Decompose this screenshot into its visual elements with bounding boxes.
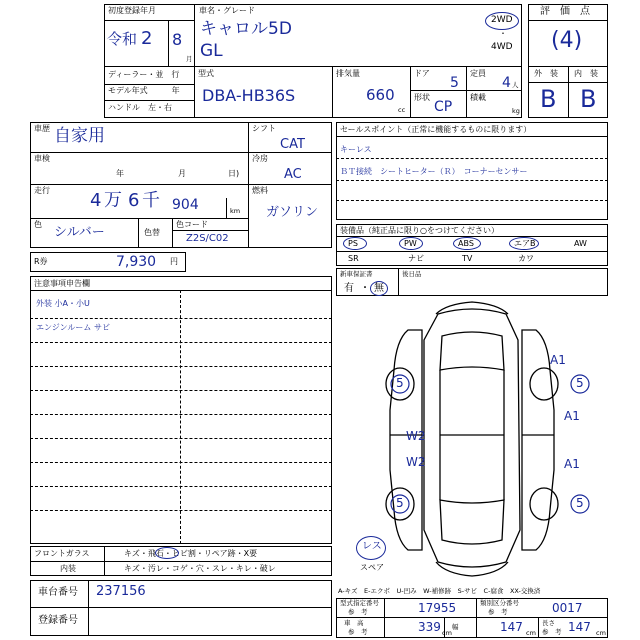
interior-options: キズ・汚レ・コゲ・穴・スレ・キレ・破レ [124,564,276,573]
reg-month: 8 [172,30,183,49]
width-label: 幅 [452,623,459,631]
drive-2wd: 2WD [491,15,513,25]
handle-label: ハンドル 左・右 [108,103,172,112]
sales-label: セールスポイント（正常に機能するものに限ります） [340,125,532,134]
spare-label: スペア [360,563,384,572]
warranty-no: 無 [374,283,384,294]
color-code-label: 色コード [176,220,208,229]
sales-item-2: ＢＴ接続 シートヒーター（Ｒ） コーナーセンサー [340,167,528,176]
reg-year: 2 [141,28,153,49]
recycle-block [30,252,186,272]
class-code-sub: 参 考 [488,608,508,616]
type-code-sub: 参 考 [348,608,368,616]
equip-navi: ナビ [408,254,424,263]
color: シルバー [54,225,105,240]
type-code: 17955 [418,601,457,615]
equip-airbag-circle [509,237,539,250]
score: (4) [551,28,583,53]
length-label: 長さ [542,619,555,627]
displacement-label: 排気量 [336,69,360,78]
interior-row-label: 内装 [60,564,76,573]
shift-label: シフト [252,124,276,133]
windshield-label: フロントガラス [34,549,90,558]
type-label: 型式 [198,69,214,78]
mileage-1k: 6 [128,190,140,211]
equip-aw: AW [574,239,587,248]
displacement: 660 [366,86,395,104]
registration-label: 登録番号 [38,615,78,626]
capacity-label: 定員 [470,69,486,78]
warranty-after-label: 後日品 [402,270,422,278]
spare-circle-text: レス [362,541,382,552]
km-unit: km [230,207,241,215]
color-code: Z2S/C02 [186,233,229,244]
model-year-label: モデル年式 年 [108,86,180,95]
chassis-value: 237156 [96,584,146,599]
length-sub: 参 考 [542,628,562,636]
equip-abs: ABS [458,239,474,248]
doors: 5 [450,75,459,91]
notes-label: 注意事項申告欄 [34,279,90,288]
windshield-circled [155,547,179,559]
length-unit: cm [596,629,606,637]
score-label: 評 価 点 [540,6,590,17]
warranty-new-label: 新車保証書 [340,270,373,278]
drive-4wd: 4WD [491,42,513,52]
mileage-rest: 904 [172,197,199,213]
width-unit: cm [526,629,536,637]
equip-tv: TV [462,254,473,263]
kg-unit: kg [512,107,520,115]
length: 147 [568,620,591,634]
notes-line-1: 外装 小A・小U [36,299,90,308]
mark-w2-1: W2 [406,429,426,443]
type-code-label: 型式指定番号 [340,599,379,607]
inspection-year-label: 年 [116,169,124,178]
history-label: 車歴 [34,124,50,133]
height-unit: cm [442,629,452,637]
windshield-options: キズ・飛石・ヒビ割・リペア跡・X要 [124,549,258,558]
door-label: ドア [414,69,430,78]
fuel: ガソリン [266,205,319,220]
grade: GL [200,41,223,61]
equip-sr: SR [348,254,359,263]
type-value: DBA-HB36S [202,86,296,105]
equip-ps: PS [348,239,358,248]
mark-5-rr: 5 [576,496,584,510]
warranty-no-circle [370,281,388,296]
interior-grade: B [580,85,597,113]
car-name-label: 車名・グレード [199,6,255,15]
mileage-sen: 千 [142,190,160,211]
notes-line-2: エンジンルーム サビ [36,323,110,332]
mark-5-fl: 5 [396,376,404,390]
color-label: 色 [34,220,42,229]
car-name: キャロル5D [200,19,292,39]
mark-a1-3: A1 [564,457,580,471]
cc-unit: cc [398,106,406,114]
first-reg-label: 初度登録年月 [108,6,156,15]
inspection-day-label: 日) [228,169,240,178]
interior-label: 内 装 [574,69,598,78]
ac-label: 冷房 [252,154,268,163]
load-label: 積載 [470,93,486,102]
capacity: 4 [502,75,511,91]
damage-legend: A-キズ E-エクボ U-凹み W-補修跡 S-サビ C-腐食 XX-交換済 [338,587,541,595]
equip-abs-circle [453,237,481,250]
yen-unit: 円 [170,257,178,266]
equip-pw: PW [404,239,417,248]
dealer-label: ディーラー・並 行 [108,70,180,79]
shape-label: 形状 [414,93,430,102]
reg-era: 令和 [107,30,138,48]
height-label: 車 高 [344,619,364,627]
month-unit: 月 [186,55,193,63]
equip-airbag: エアB [514,239,536,248]
class-code-label: 類別区分番号 [480,599,519,607]
equipment-label: 装備品（純正品に限り○をつけてください） [340,226,499,235]
sales-item-1: キーレス [340,145,372,154]
equip-ps-circle [343,237,367,250]
inspection-label: 車検 [34,154,50,163]
class-code: 0017 [552,601,583,615]
warranty-dot: ・ [360,283,370,294]
fuel-label: 燃料 [252,186,268,195]
shift: CAT [280,137,305,152]
mark-5-rl: 5 [396,496,404,510]
mark-5-fr: 5 [576,376,584,390]
inspection-month-label: 月 [178,169,186,178]
width: 147 [500,620,523,634]
mark-w2-2: W2 [406,455,426,469]
height: 339 [418,620,441,634]
equip-pw-circle [399,237,423,250]
warranty-yes: 有 [344,283,354,294]
mileage-man: 万 [104,190,122,211]
height-sub: 参 考 [348,628,368,636]
mileage-label: 走行 [34,186,50,195]
shape: CP [434,99,453,115]
recycle-amount: 7,930 [116,254,157,270]
exterior-label: 外 装 [534,69,558,78]
chassis-label: 車台番号 [38,587,78,598]
mark-a1-1: A1 [550,353,566,367]
mark-a1-2: A1 [564,409,580,423]
color-change-label: 色替 [144,228,160,237]
equip-leather: カワ [518,254,534,263]
exterior-grade: B [540,85,557,113]
history: 自家用 [54,126,105,146]
drive-dot: ・ [499,29,507,38]
recycle-label: R券 [34,257,48,266]
person-unit: 人 [512,81,519,89]
notes-block [30,276,332,544]
ac: AC [284,167,302,182]
mileage-10k: 4 [90,190,102,211]
